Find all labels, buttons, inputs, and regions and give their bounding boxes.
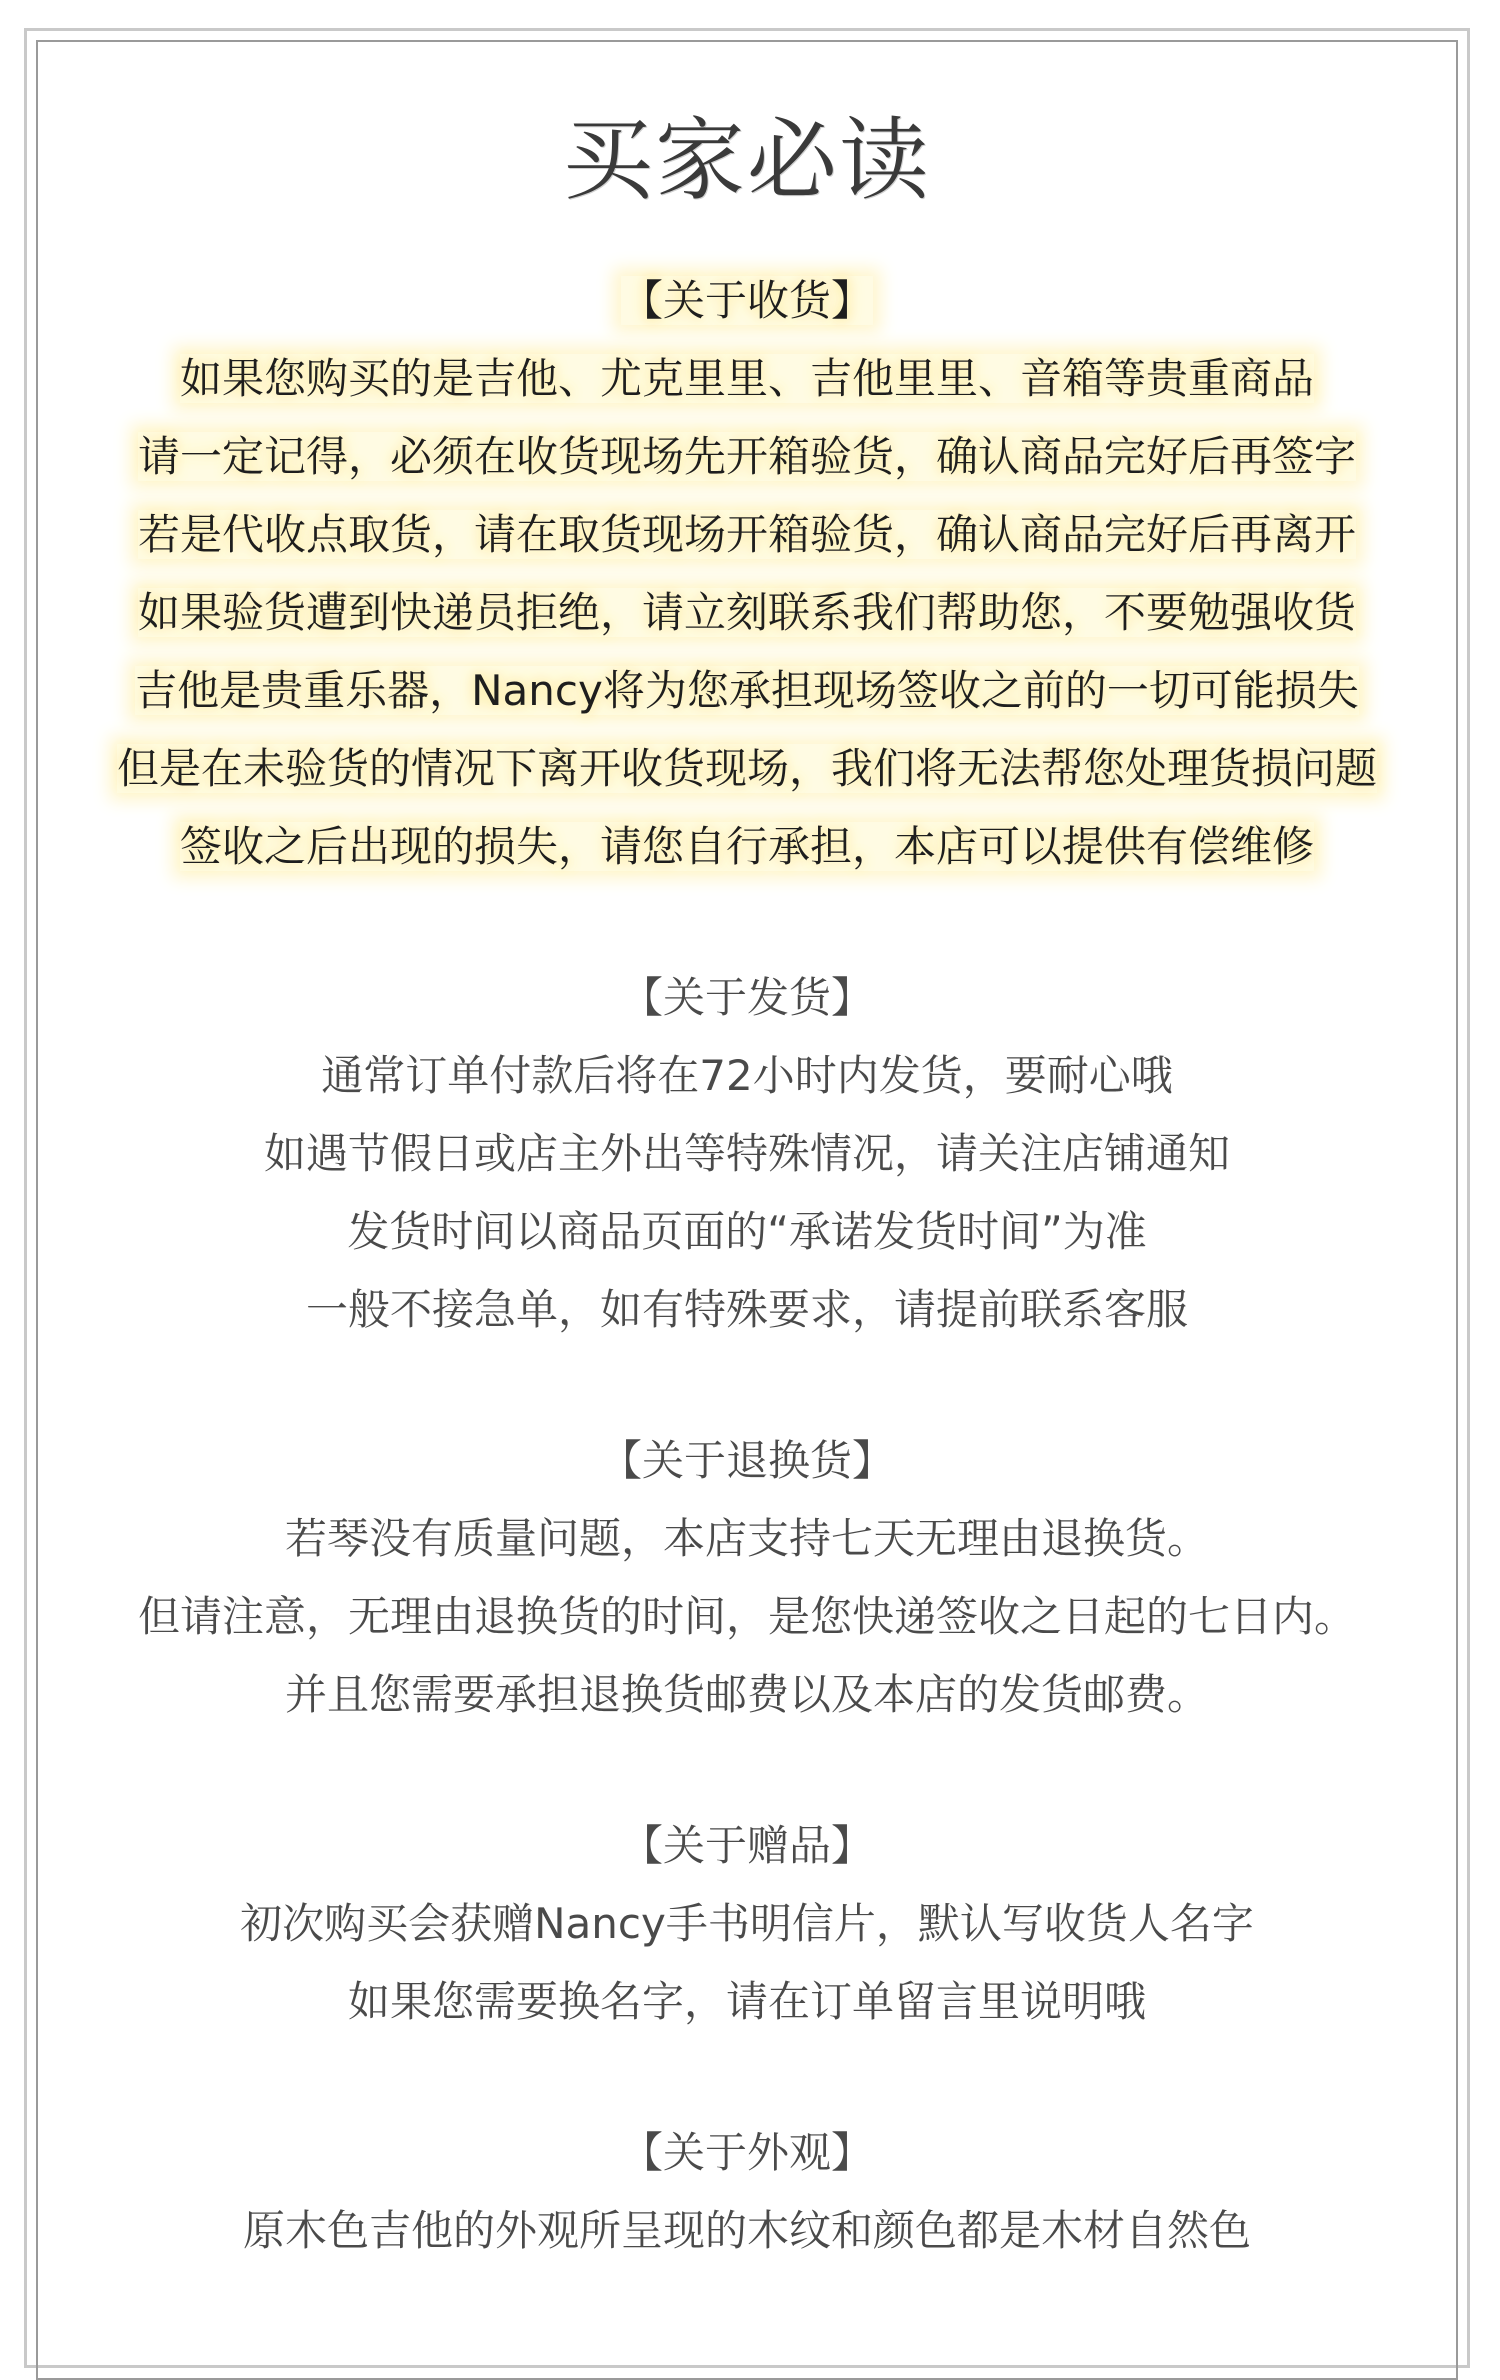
- gifts-line: 初次购买会获赠Nancy手书明信片，默认写收货人名字: [240, 1899, 1254, 1948]
- shipping-line: 发货时间以商品页面的“承诺发货时间”为准: [347, 1207, 1147, 1256]
- receipt-line-text: 如果您购买的是吉他、尤克里里、吉他里里、音箱等贵重商品: [179, 354, 1314, 403]
- section-gifts: [38, 1807, 1456, 2041]
- receipt-line-text: 但是在未验货的情况下离开收货现场，我们将无法帮您处理货损问题: [116, 744, 1377, 793]
- receipt-line: [38, 418, 1456, 496]
- receipt-line-text: 如果验货遭到快递员拒绝，请立刻联系我们帮助您，不要勉强收货: [137, 588, 1356, 637]
- receipt-line: [38, 496, 1456, 574]
- notice-content: [38, 42, 1456, 2270]
- appearance-line: 原木色吉他的外观所呈现的木纹和颜色都是木材自然色: [242, 2206, 1251, 2255]
- receipt-line: [38, 652, 1456, 730]
- receipt-line: [38, 808, 1456, 886]
- shipping-line: 一般不接急单，如有特殊要求，请提前联系客服: [305, 1285, 1188, 1334]
- receipt-line-text: 吉他是贵重乐器，Nancy将为您承担现场签收之前的一切可能损失: [135, 666, 1359, 715]
- section-heading-gifts: 【关于赠品】: [620, 1821, 873, 1870]
- receipt-line-text: 请一定记得，必须在收货现场先开箱验货，确认商品完好后再签字: [137, 432, 1356, 481]
- section-returns: [38, 1422, 1456, 1734]
- section-heading-appearance: 【关于外观】: [620, 2128, 873, 2177]
- section-heading-receipt-text: 【关于收货】: [620, 276, 873, 325]
- section-heading-shipping: 【关于发货】: [620, 973, 873, 1022]
- section-heading-returns: 【关于退换货】: [599, 1436, 894, 1485]
- returns-line: 并且您需要承担退换货邮费以及本店的发货邮费。: [284, 1670, 1209, 1719]
- section-receipt: [38, 262, 1456, 886]
- receipt-line-text: 若是代收点取货，请在取货现场开箱验货，确认商品完好后再离开: [137, 510, 1356, 559]
- shipping-line: 通常订单付款后将在72小时内发货，要耐心哦: [321, 1051, 1173, 1100]
- returns-line: 但请注意，无理由退换货的时间，是您快递签收之日起的七日内。: [137, 1592, 1356, 1641]
- section-appearance: [38, 2114, 1456, 2270]
- returns-line: 若琴没有质量问题，本店支持七天无理由退换货。: [284, 1514, 1209, 1563]
- receipt-line: [38, 730, 1456, 808]
- receipt-line: [38, 574, 1456, 652]
- receipt-line: [38, 340, 1456, 418]
- section-heading-receipt: [38, 262, 1456, 340]
- page-title: 买家必读: [563, 108, 931, 213]
- shipping-line: 如遇节假日或店主外出等特殊情况，请关注店铺通知: [263, 1129, 1230, 1178]
- receipt-line-text: 签收之后出现的损失，请您自行承担，本店可以提供有偿维修: [179, 822, 1314, 871]
- section-shipping: [38, 959, 1456, 1349]
- gifts-line: 如果您需要换名字，请在订单留言里说明哦: [347, 1977, 1146, 2026]
